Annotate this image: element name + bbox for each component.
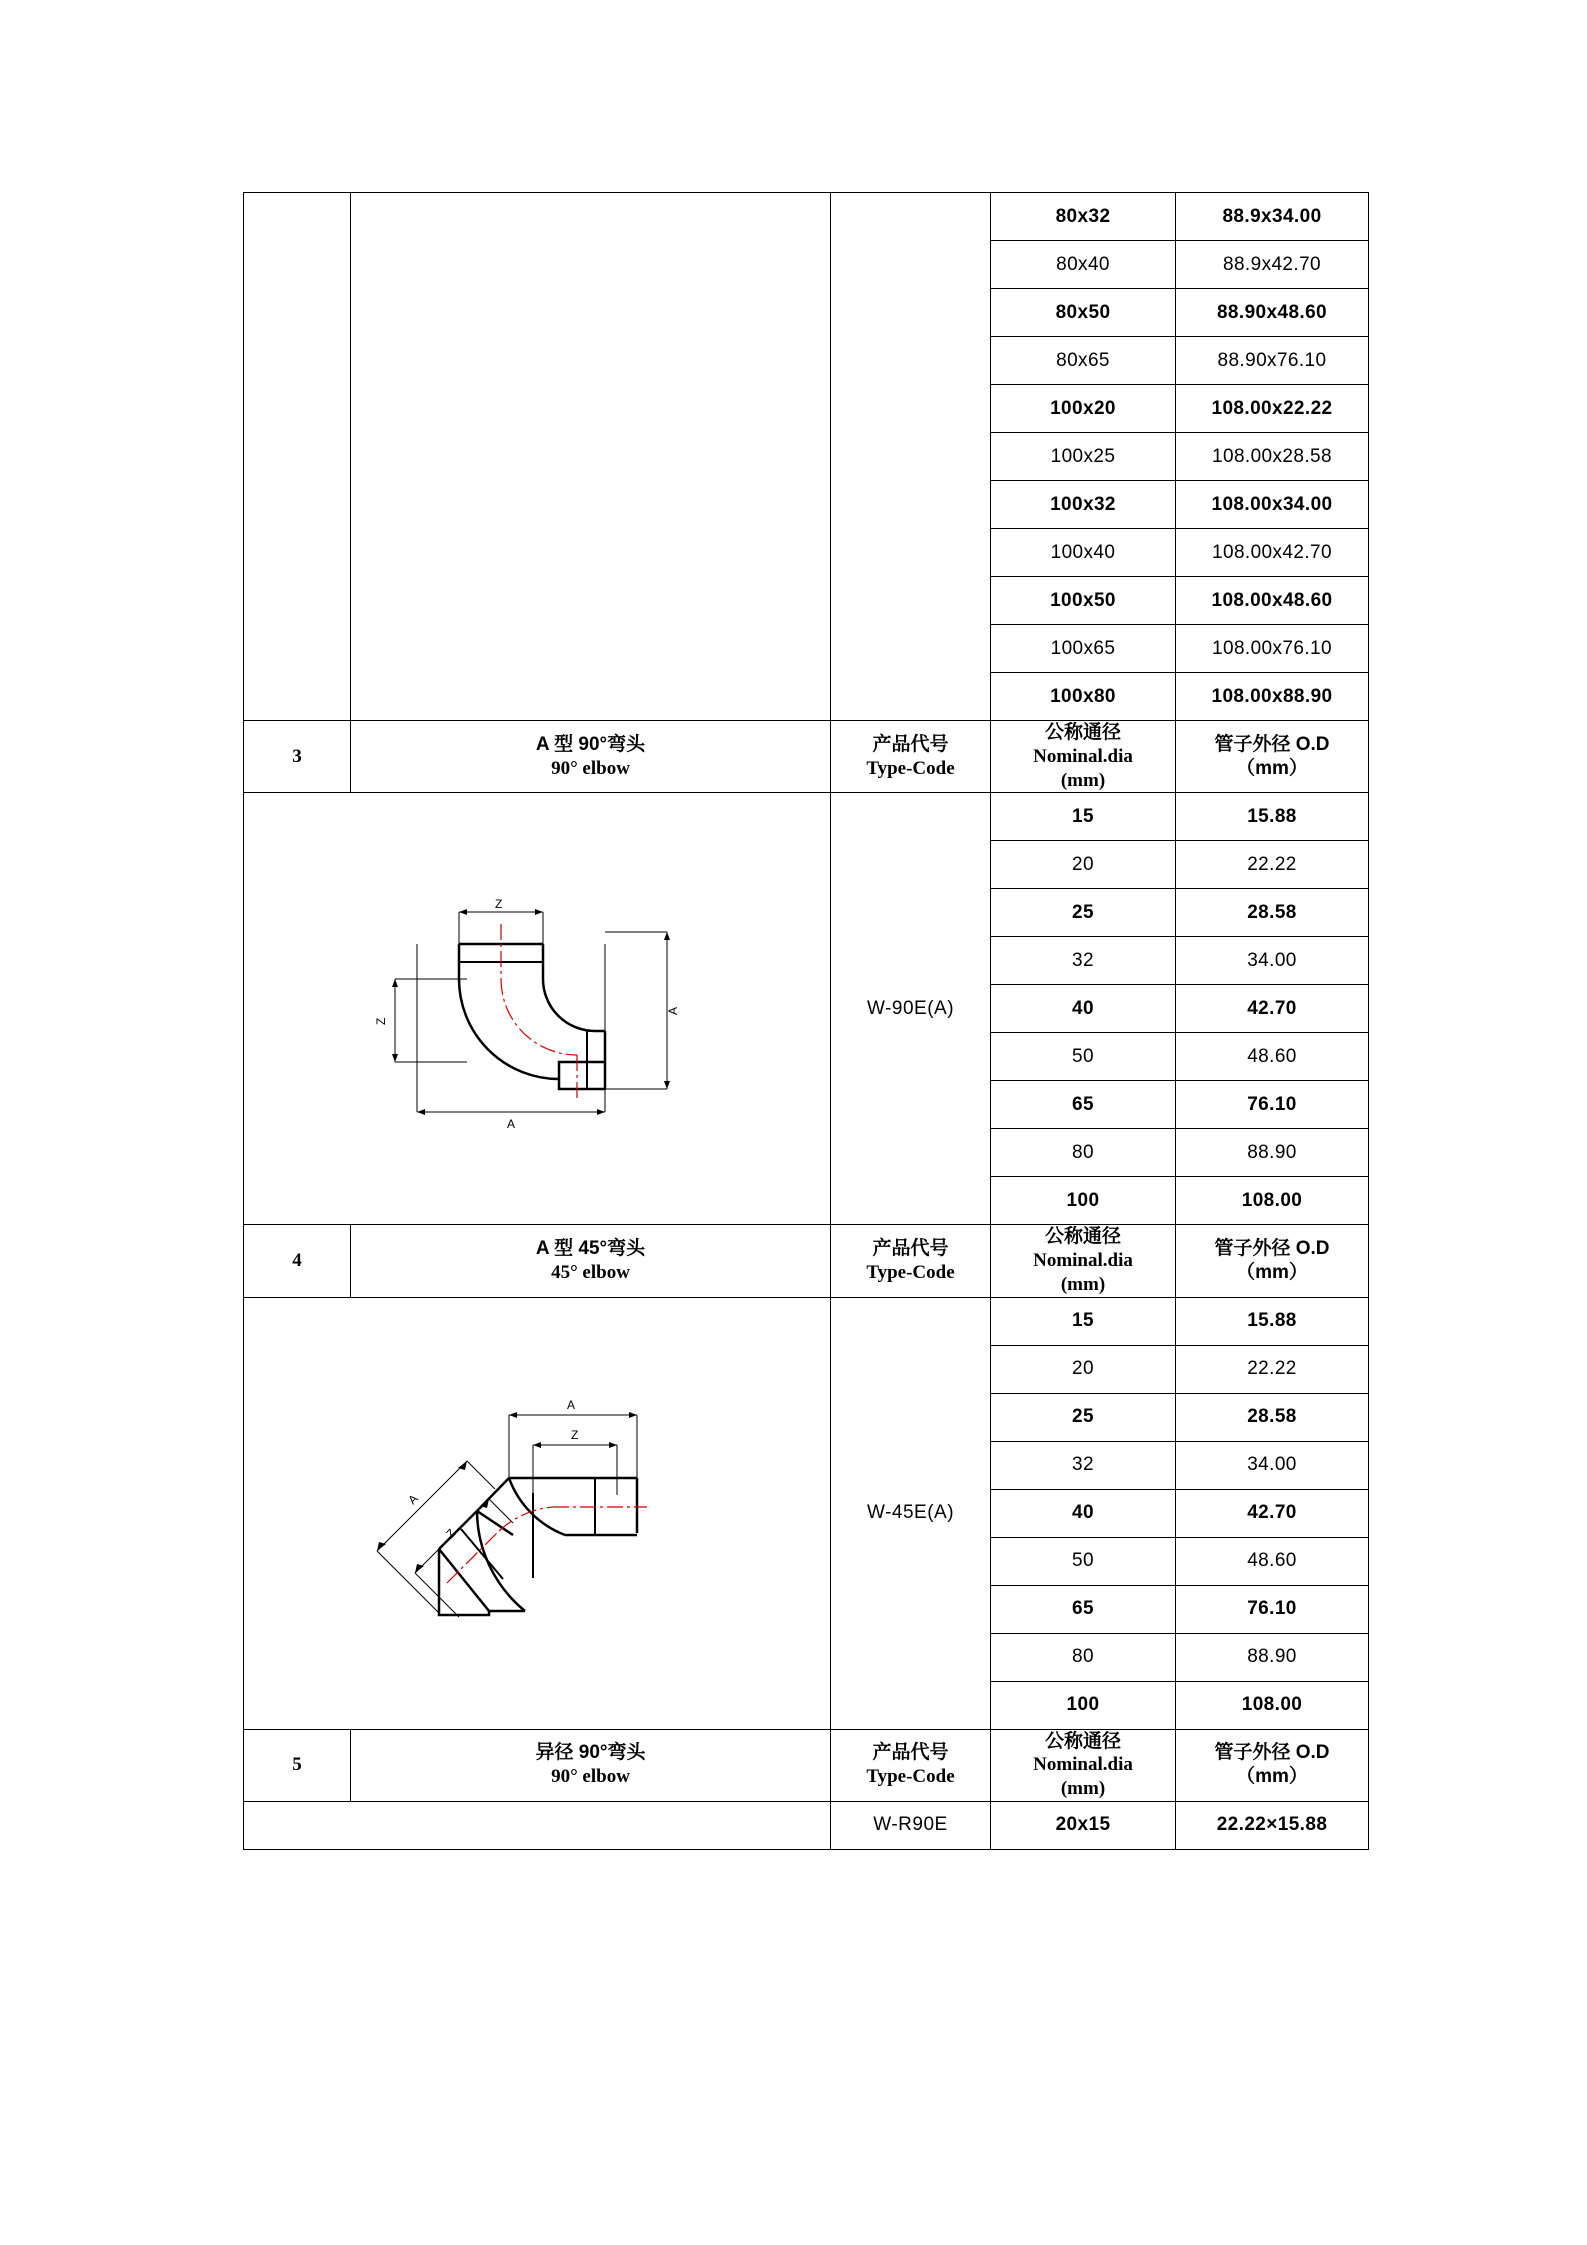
od-value: 15.88	[1176, 793, 1369, 841]
od-value: 88.90x48.60	[1176, 289, 1369, 337]
od-value: 76.10	[1176, 1585, 1369, 1633]
od-value: 15.88	[1176, 1297, 1369, 1345]
elbow-45-degree-drawing	[327, 1383, 747, 1643]
code-header-cn: 产品代号	[872, 733, 949, 755]
nominal-value: 100	[991, 1681, 1176, 1729]
nominal-value: 50	[991, 1033, 1176, 1081]
continued-code-cell	[831, 193, 991, 721]
table-row	[244, 193, 1369, 241]
nominal-value: 65	[991, 1081, 1176, 1129]
figure-label-a-bottom: A	[507, 1116, 516, 1131]
od-value: 22.22	[1176, 1345, 1369, 1393]
section-index: 5	[244, 1729, 351, 1801]
table-row	[244, 1801, 1369, 1849]
od-header	[1176, 1225, 1369, 1297]
section-name-cn: A 型 45°弯头	[535, 1238, 646, 1260]
nominal-value: 20	[991, 841, 1176, 889]
nominal-value: 80	[991, 1633, 1176, 1681]
od-value: 108.00x76.10	[1176, 625, 1369, 673]
od-value: 108.00x22.22	[1176, 385, 1369, 433]
od-value: 88.90	[1176, 1129, 1369, 1177]
figure-90-elbow	[244, 793, 831, 1225]
product-code: W-45E(A)	[831, 1297, 991, 1729]
od-value: 88.9x42.70	[1176, 241, 1369, 289]
nominal-value: 80x65	[991, 337, 1176, 385]
od-value: 42.70	[1176, 1489, 1369, 1537]
nominal-value: 80x40	[991, 241, 1176, 289]
section-header-row	[244, 1225, 1369, 1297]
od-value: 28.58	[1176, 889, 1369, 937]
nominal-value: 20	[991, 1345, 1176, 1393]
od-header-cn: 管子外径 O.D	[1214, 1238, 1330, 1260]
od-value: 22.22×15.88	[1176, 1801, 1369, 1849]
nominal-value: 15	[991, 793, 1176, 841]
nominal-value: 100x25	[991, 433, 1176, 481]
figure-label-a-right: A	[666, 1006, 680, 1015]
od-header	[1176, 1729, 1369, 1801]
nominal-header-unit: (mm)	[1060, 1778, 1106, 1799]
nominal-value: 15	[991, 1297, 1176, 1345]
section-header-row	[244, 721, 1369, 793]
figure-label-z-top: Z	[571, 1428, 579, 1442]
nominal-value: 32	[991, 937, 1176, 985]
nominal-header-unit: (mm)	[1060, 1273, 1106, 1295]
code-header-en: Type-Code	[866, 757, 955, 779]
continued-figure-cell	[351, 193, 831, 721]
nominal-header	[991, 1729, 1176, 1801]
od-value: 108.00	[1176, 1681, 1369, 1729]
continued-index-cell	[244, 193, 351, 721]
od-value: 28.58	[1176, 1393, 1369, 1441]
od-header	[1176, 721, 1369, 793]
od-header-cn: 管子外径 O.D	[1214, 733, 1330, 755]
section-name	[351, 1729, 831, 1801]
nominal-value: 80x32	[991, 193, 1176, 241]
nominal-value: 100x65	[991, 625, 1176, 673]
od-header-unit: （mm）	[1236, 1766, 1308, 1788]
figure-label-a-diagonal: A	[405, 1491, 421, 1508]
nominal-header	[991, 721, 1176, 793]
nominal-value: 100x20	[991, 385, 1176, 433]
nominal-value: 25	[991, 889, 1176, 937]
nominal-header-en: Nominal.dia	[1033, 1754, 1133, 1776]
product-code: W-90E(A)	[831, 793, 991, 1225]
nominal-value: 32	[991, 1441, 1176, 1489]
specification-table	[243, 192, 1369, 1850]
od-value: 42.70	[1176, 985, 1369, 1033]
table-row	[244, 793, 1369, 841]
od-value: 88.90x76.10	[1176, 337, 1369, 385]
od-value: 34.00	[1176, 1441, 1369, 1489]
nominal-header-unit: (mm)	[1060, 769, 1106, 791]
section-name-en: 45° elbow	[551, 1261, 630, 1283]
od-value: 48.60	[1176, 1033, 1369, 1081]
code-header	[831, 1225, 991, 1297]
figure-45-elbow	[244, 1297, 831, 1729]
code-header-cn: 产品代号	[872, 1742, 949, 1764]
nominal-header-en: Nominal.dia	[1033, 1250, 1133, 1271]
nominal-value: 100x32	[991, 481, 1176, 529]
nominal-header-cn: 公称通径	[1044, 722, 1121, 743]
od-value: 108.00x88.90	[1176, 673, 1369, 721]
nominal-header-cn: 公称通径	[1044, 1226, 1121, 1248]
code-header-en: Type-Code	[866, 1766, 955, 1788]
section-header-row	[244, 1729, 1369, 1801]
nominal-value: 100	[991, 1177, 1176, 1225]
code-header	[831, 1729, 991, 1801]
nominal-value: 20x15	[991, 1801, 1176, 1849]
od-value: 22.22	[1176, 841, 1369, 889]
nominal-value: 100x50	[991, 577, 1176, 625]
od-header-unit: （mm）	[1236, 1261, 1308, 1283]
nominal-value: 40	[991, 985, 1176, 1033]
section-name-en: 90° elbow	[551, 757, 630, 779]
table-row	[244, 1297, 1369, 1345]
figure-label-z-top: Z	[495, 896, 503, 911]
section-name-cn: 异径 90°弯头	[535, 1742, 646, 1764]
nominal-value: 80	[991, 1129, 1176, 1177]
nominal-value: 100x40	[991, 529, 1176, 577]
od-value: 108.00	[1176, 1177, 1369, 1225]
code-header	[831, 721, 991, 793]
section-index: 4	[244, 1225, 351, 1297]
nominal-value: 100x80	[991, 673, 1176, 721]
figure-label-z-diagonal: Z	[443, 1526, 459, 1542]
od-value: 34.00	[1176, 937, 1369, 985]
code-header-en: Type-Code	[866, 1261, 955, 1283]
od-value: 88.90	[1176, 1633, 1369, 1681]
section-name	[351, 721, 831, 793]
section-name-cn: A 型 90°弯头	[535, 733, 646, 755]
nominal-value: 50	[991, 1537, 1176, 1585]
od-header-cn: 管子外径 O.D	[1214, 1742, 1330, 1764]
nominal-header-en: Nominal.dia	[1033, 745, 1133, 767]
od-value: 108.00x42.70	[1176, 529, 1369, 577]
section-name	[351, 1225, 831, 1297]
nominal-value: 80x50	[991, 289, 1176, 337]
figure-label-a-top: A	[567, 1398, 576, 1412]
code-header-cn: 产品代号	[872, 1238, 949, 1260]
figure-reducing-90-elbow	[244, 1801, 831, 1849]
nominal-header	[991, 1225, 1176, 1297]
section-name-en: 90° elbow	[551, 1766, 630, 1788]
product-code: W-R90E	[831, 1801, 991, 1849]
elbow-90-degree-drawing	[347, 884, 727, 1134]
od-value: 108.00x48.60	[1176, 577, 1369, 625]
nominal-value: 65	[991, 1585, 1176, 1633]
section-index: 3	[244, 721, 351, 793]
od-value: 76.10	[1176, 1081, 1369, 1129]
od-header-unit: （mm）	[1236, 757, 1308, 779]
od-value: 48.60	[1176, 1537, 1369, 1585]
figure-label-z-left: Z	[374, 1017, 388, 1025]
od-value: 108.00x28.58	[1176, 433, 1369, 481]
nominal-value: 25	[991, 1393, 1176, 1441]
nominal-value: 40	[991, 1489, 1176, 1537]
od-value: 88.9x34.00	[1176, 193, 1369, 241]
od-value: 108.00x34.00	[1176, 481, 1369, 529]
nominal-header-cn: 公称通径	[1044, 1730, 1121, 1752]
